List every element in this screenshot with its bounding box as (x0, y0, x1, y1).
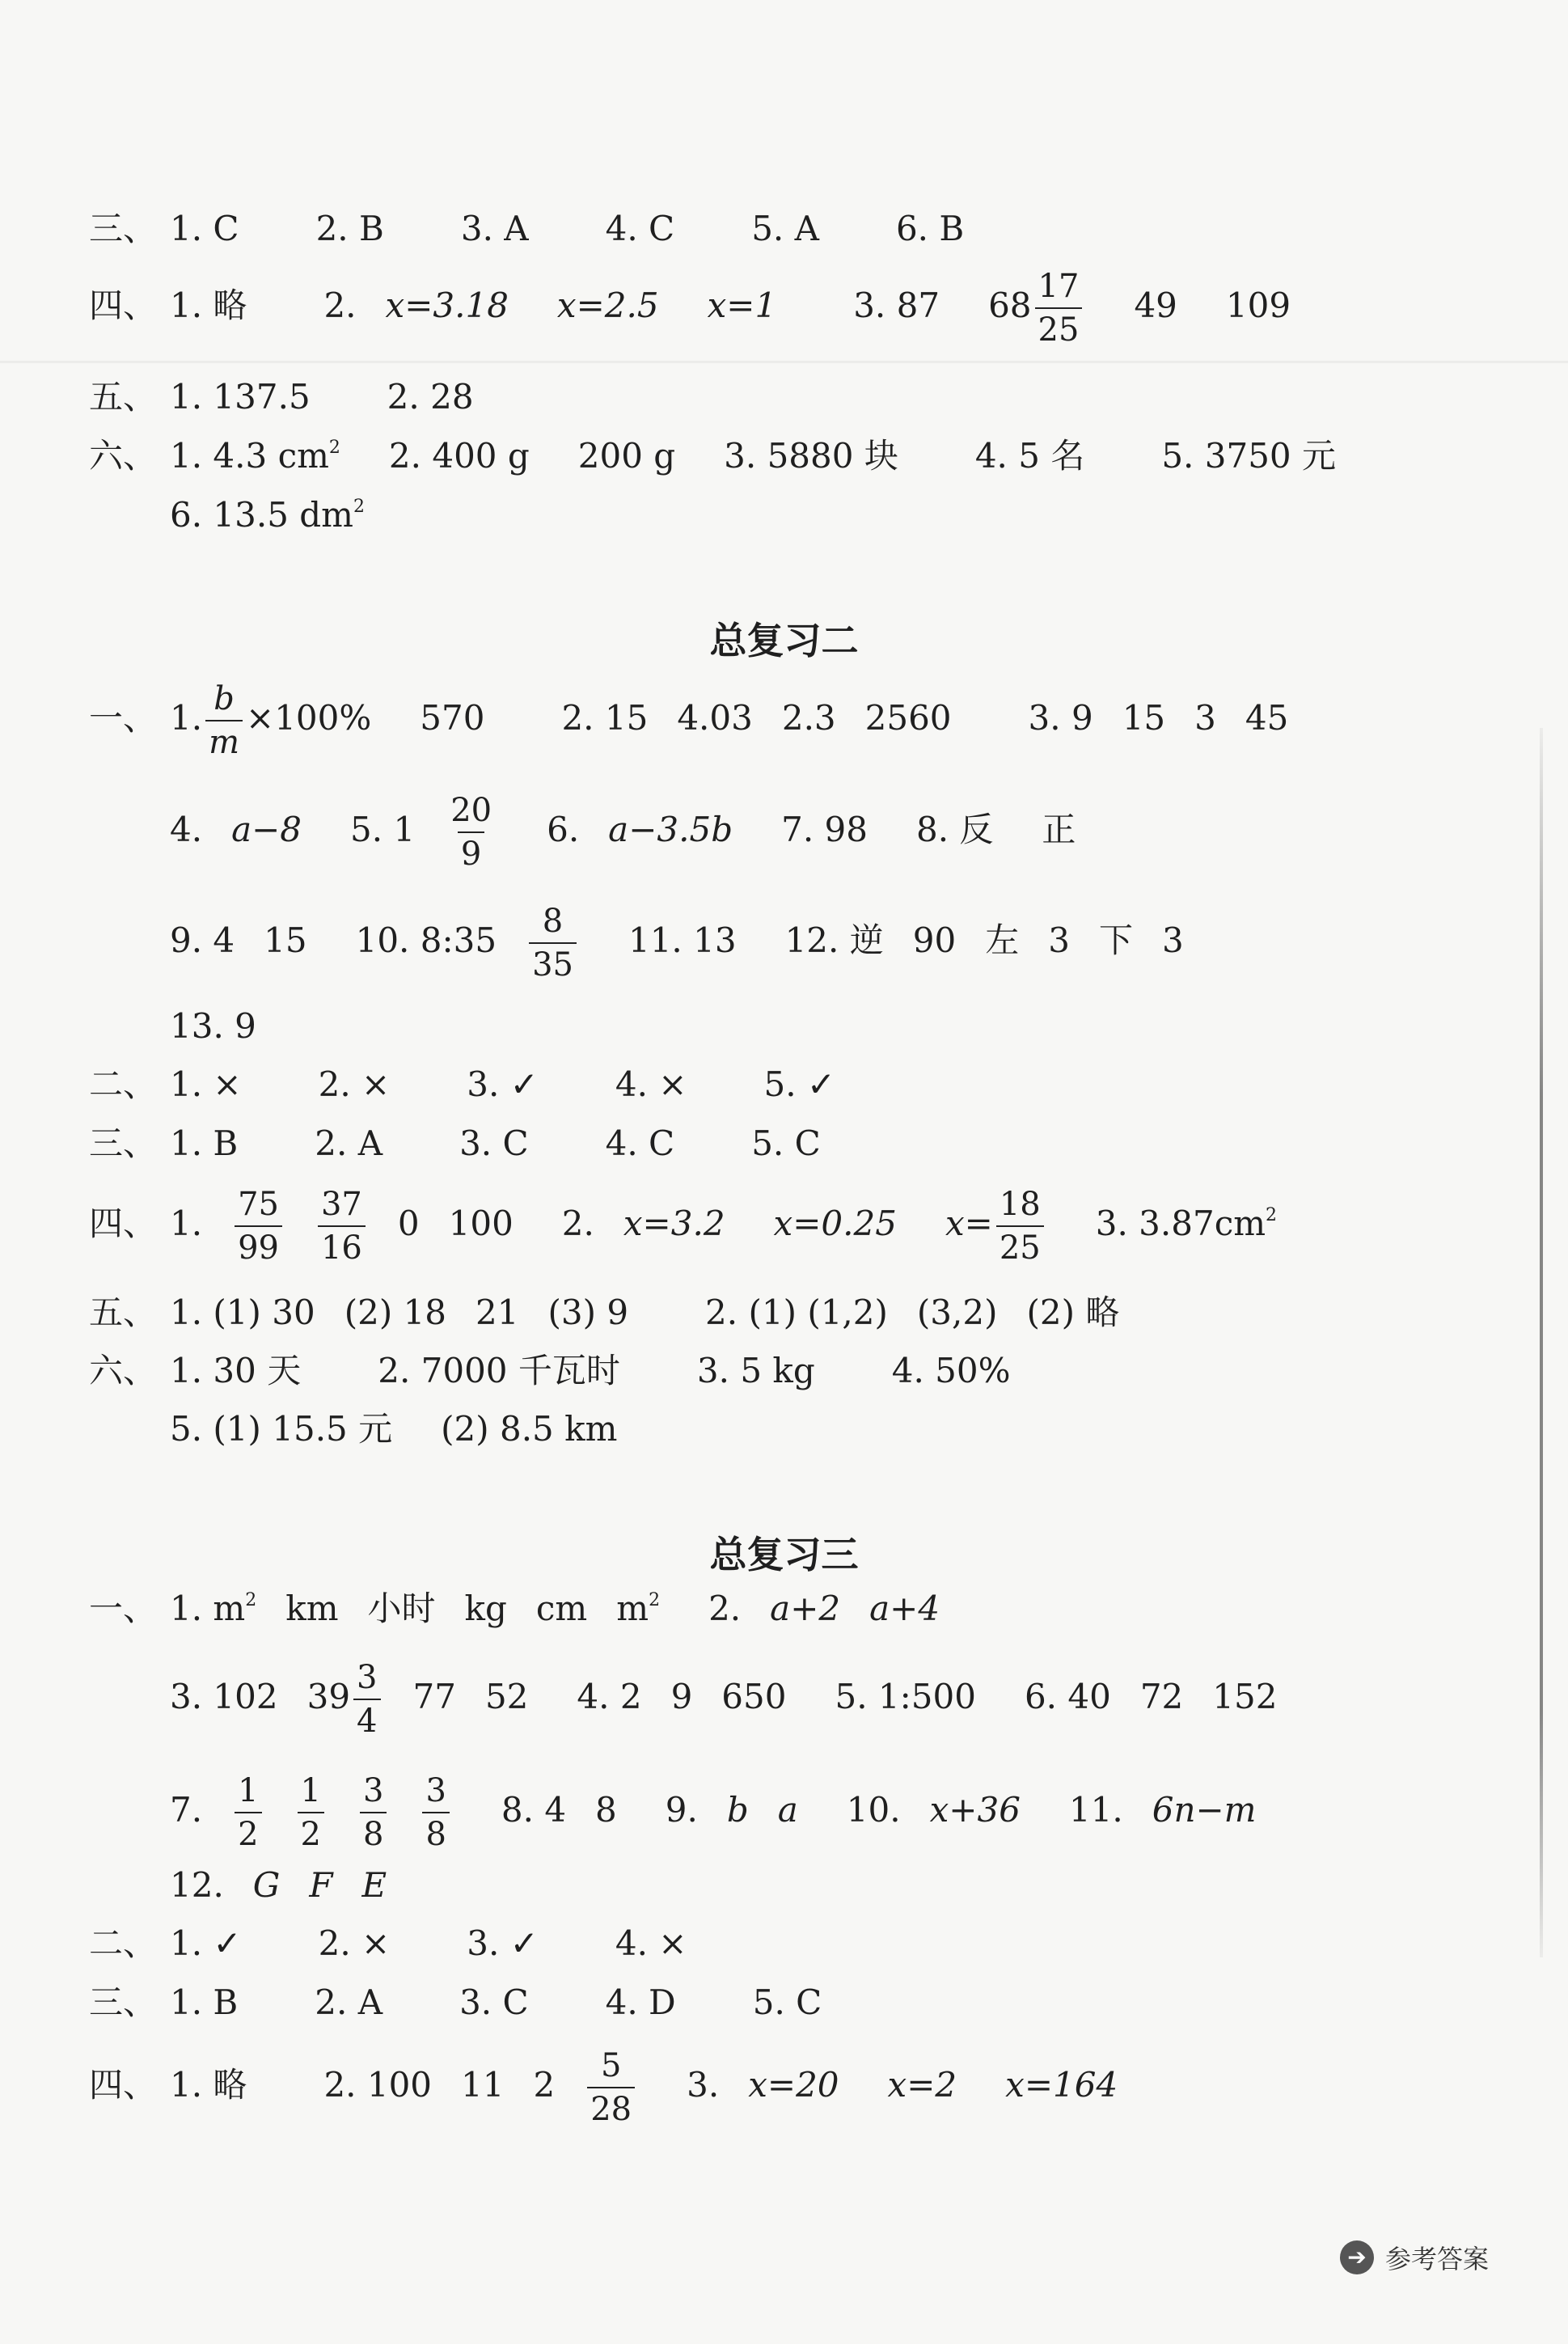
answer-item: 13. 9 (170, 1006, 256, 1046)
answer-item: 1. C (170, 209, 239, 248)
answer-item: 200 g (577, 436, 676, 476)
mixed-number-whole: 39 (306, 1677, 351, 1716)
fraction (360, 1771, 387, 1854)
question-label: 一、 (89, 698, 158, 738)
answer-item: 8. 反 (915, 810, 994, 849)
answer-item: x=3.18 (385, 286, 509, 325)
question-number: 3. (687, 2065, 720, 2105)
fraction-denominator: 99 (235, 1225, 282, 1267)
answer-item: 1. 略 (170, 286, 247, 325)
answer-item: 3. ✓ (467, 1064, 539, 1104)
answer-item: cm (535, 1589, 588, 1628)
answer-item: 3. 5880 块 (724, 436, 898, 476)
answer-item: 77 (412, 1677, 456, 1716)
answer-item: 1. m (170, 1589, 246, 1628)
question-number: 2. (708, 1589, 742, 1628)
answer-item: 6n−m (1152, 1790, 1257, 1830)
answer-item: 3. C (459, 1123, 529, 1163)
answer-row (89, 1923, 687, 1963)
fraction-numerator: 75 (238, 1186, 279, 1223)
answer-item: 2. A (315, 1123, 383, 1163)
answer-item: 3. 87 (853, 286, 940, 325)
answer-row (89, 1351, 1011, 1390)
question-label: 二、 (89, 1064, 158, 1104)
answer-item: 3. 9 (1028, 698, 1093, 738)
answer-item: 2. (1) (1,2) (705, 1293, 888, 1332)
arrow-right-icon: ➔ (1340, 2240, 1374, 2274)
answer-item: 650 (721, 1677, 787, 1716)
answer-item: 11 (461, 2065, 505, 2105)
answer-item: 4. 5 名 (974, 436, 1085, 476)
fraction-denominator: 2 (235, 1812, 261, 1854)
fraction-numerator: 20 (450, 792, 492, 829)
answer-item: 4. C (605, 1123, 675, 1163)
answer-item: 6. B (895, 209, 965, 248)
binding-edge (1540, 728, 1543, 1957)
answer-item: 0 (397, 1204, 420, 1243)
answer-item: 5. C (752, 1982, 822, 2022)
answer-item: 3. 5 kg (696, 1351, 815, 1390)
question-label: 六、 (89, 1351, 158, 1390)
answer-item: 90 (912, 920, 957, 960)
answer-item: 9. 4 (170, 920, 235, 960)
answer-item: x+36 (929, 1790, 1021, 1830)
answer-item: 2. 100 (323, 2065, 433, 2105)
answer-item: 4. D (605, 1982, 676, 2022)
answer-item: 1. 137.5 (170, 377, 311, 417)
fraction-denominator: 28 (587, 2087, 635, 2129)
fraction-numerator: 37 (320, 1186, 362, 1223)
answer-item: 5. 1:500 (835, 1677, 976, 1716)
answer-item: F (309, 1865, 333, 1905)
answer-row (89, 209, 965, 248)
fraction-denominator: 25 (1035, 307, 1083, 349)
answer-item: 15 (264, 920, 307, 960)
fraction (529, 902, 577, 984)
answer-row (89, 902, 1184, 984)
answer-item: 2. B (315, 209, 384, 248)
fraction-denominator: 25 (996, 1225, 1044, 1267)
answer-row: 六、 1. 4.3 $cm^2$ 2. 400 g 200 g 3. 5880 块 4. 5 名 5. 3750 元 (89, 436, 1336, 476)
answer-row (89, 1982, 822, 2022)
section-title: 总复习二 (709, 619, 859, 662)
answer-item: 1. (1) 30 (170, 1293, 315, 1332)
answer-row: 一、 1. $m^2$ km 小时 kg cm $m^2$ 2. a+2 a+4 (89, 1589, 940, 1628)
answer-item: 2. 7000 千瓦时 (378, 1351, 620, 1390)
answer-item: kg (464, 1589, 507, 1628)
answer-item: ×100% (246, 698, 372, 738)
question-label: 四、 (89, 286, 158, 325)
answer-item: 左 (985, 920, 1020, 960)
answer-item: 15 (1122, 698, 1166, 738)
answer-item: 5. C (751, 1123, 821, 1163)
answer-item: 8 (595, 1790, 617, 1830)
answer-row (89, 1293, 1120, 1332)
answer-item: 8. 4 (501, 1790, 567, 1830)
answer-item: 5. 3750 元 (1161, 436, 1336, 476)
question-label: 一、 (89, 1589, 158, 1628)
answer-item: a−8 (231, 810, 302, 849)
answer-item: x=20 (748, 2065, 839, 2105)
answer-item: 小时 (367, 1589, 436, 1628)
page-fold-shadow (0, 361, 1568, 363)
answer-item: 12. 逆 (784, 920, 884, 960)
answer-item: 3. ✓ (467, 1923, 539, 1963)
answer-item: 6. 40 (1024, 1677, 1111, 1716)
fraction (318, 1185, 366, 1267)
answer-item: 3 (1194, 698, 1216, 738)
answer-row (89, 791, 1076, 874)
question-label: 五、 (89, 1293, 158, 1332)
fraction (205, 679, 243, 762)
answer-item: 1. 略 (170, 2065, 247, 2105)
answer-row: 6. 13.5 $dm^2$ (170, 495, 366, 535)
answer-item: x=2 (887, 2065, 957, 2105)
question-label: 二、 (89, 1923, 158, 1963)
answer-item: 3 (1048, 920, 1070, 960)
fraction-numerator: 1 (300, 1772, 321, 1809)
fraction-numerator: 3 (362, 1772, 384, 1809)
answer-row: 四、 1. $\frac{75}{99}$ $\frac{37}{16}$ 0 100 2. x=3.2 x=0.25 x= $\frac{18}{25}$ 3. $3.87cm^2$ (89, 1186, 1278, 1267)
answer-item: a+2 (770, 1589, 841, 1628)
answer-item: (3,2) (916, 1293, 998, 1332)
fraction-numerator: 3 (425, 1772, 446, 1809)
answer-item: m (616, 1589, 649, 1628)
answer-item: 1. 4.3 cm (170, 436, 329, 476)
answer-item: 1. B (170, 1123, 239, 1163)
fraction-denominator: 9 (458, 831, 484, 874)
answer-item: 4. 50% (891, 1351, 1011, 1390)
answer-item: 2. 400 g (388, 436, 530, 476)
fraction-numerator: 17 (1038, 268, 1080, 305)
answer-item: (3) 9 (547, 1293, 629, 1332)
answer-item: 2. 28 (387, 377, 474, 417)
answer-row (89, 267, 1291, 349)
fraction-numerator: 5 (600, 2047, 622, 2084)
question-number: 4. (170, 810, 203, 849)
answer-item: 3. 102 (170, 1677, 278, 1716)
answer-item: 152 (1212, 1677, 1278, 1716)
answer-item: 5. A (751, 209, 819, 248)
answer-item: 49 (1134, 286, 1177, 325)
answer-item: 7. 98 (781, 810, 868, 849)
answer-row (89, 377, 474, 417)
fraction (996, 1185, 1044, 1267)
answer-item: 21 (475, 1293, 519, 1332)
fraction-denominator: m (205, 720, 243, 762)
answer-row (89, 1064, 836, 1104)
question-label: 三、 (89, 1123, 158, 1163)
answer-item: b (726, 1790, 749, 1830)
question-number: 12. (170, 1865, 224, 1905)
answer-row (89, 1658, 1277, 1741)
answer-item: 10. 8:35 (355, 920, 497, 960)
answer-item: 6. 13.5 dm (170, 495, 354, 535)
question-number: 1. (170, 1204, 203, 1243)
answer-item: 109 (1225, 286, 1291, 325)
answer-item: 2560 (864, 698, 952, 738)
answer-item: 52 (484, 1677, 529, 1716)
answer-item: 4. C (605, 209, 675, 248)
answer-item: x=2.5 (556, 286, 659, 325)
answer-item: 72 (1139, 1677, 1184, 1716)
answer-item: a (777, 1790, 798, 1830)
answer-item: 4. × (615, 1064, 687, 1104)
fraction (422, 1771, 449, 1854)
fraction (353, 1658, 380, 1741)
answer-item: 4. 2 (577, 1677, 642, 1716)
answer-item: 2. × (318, 1064, 391, 1104)
answer-item: (2) 略 (1026, 1293, 1120, 1332)
answer-item: 3. C (459, 1982, 529, 2022)
question-label: 六、 (89, 436, 158, 476)
fraction (298, 1771, 324, 1854)
answer-item: 1. × (170, 1064, 242, 1104)
question-number: 6. (547, 810, 580, 849)
answer-item: 2. 15 (561, 698, 649, 738)
fraction-numerator: 3 (357, 1659, 378, 1696)
fraction-numerator: 1 (238, 1772, 259, 1809)
footer-label: 参考答案 (1384, 2244, 1489, 2274)
question-label: 四、 (89, 2065, 158, 2105)
answer-item: a−3.5b (608, 810, 733, 849)
answer-item: 3 (1161, 920, 1184, 960)
answer-item: (2) 18 (344, 1293, 447, 1332)
answer-row (89, 679, 1288, 762)
answer-item: 4.03 (677, 698, 753, 738)
question-label: 五、 (89, 377, 158, 417)
fraction (235, 1185, 282, 1267)
answer-item: 2. (323, 286, 357, 325)
fraction (1035, 267, 1083, 349)
answer-item: 5. ✓ (763, 1064, 836, 1104)
fraction-denominator: 8 (422, 1812, 449, 1854)
fraction (447, 791, 495, 874)
answer-item: G (252, 1865, 281, 1905)
answer-item: 下 (1098, 920, 1133, 960)
fraction (587, 2046, 635, 2129)
answer-item: 3. A (460, 209, 529, 248)
answer-row (89, 1865, 387, 1905)
answer-item: 11. 13 (628, 920, 737, 960)
answer-row (89, 1006, 256, 1046)
answer-item: 5. 1 (350, 810, 416, 849)
answer-item: x=1 (707, 286, 777, 325)
answer-item: 4. × (615, 1923, 687, 1963)
page-footer (1340, 2239, 1489, 2276)
answer-item: E (361, 1865, 387, 1905)
answer-item: 3. 3.87cm (1095, 1204, 1266, 1243)
answer-item: a+4 (869, 1589, 940, 1628)
answer-row (89, 1123, 821, 1163)
question-number: 11. (1068, 1790, 1123, 1830)
fraction-denominator: 8 (360, 1812, 387, 1854)
answer-item: x=164 (1005, 2065, 1118, 2105)
answer-item: 1. ✓ (170, 1923, 242, 1963)
answer-item: x=3.2 (623, 1204, 725, 1243)
fraction-denominator: 35 (529, 942, 577, 984)
fraction (235, 1771, 261, 1854)
question-number: 10. (846, 1790, 901, 1830)
answer-row (89, 2046, 1118, 2129)
answer-row (89, 1409, 618, 1449)
answer-item: 2.3 (781, 698, 836, 738)
answer-item: 9 (670, 1677, 693, 1716)
fraction-numerator: b (213, 680, 235, 717)
fraction-numerator: 18 (999, 1186, 1041, 1223)
fraction-denominator: 2 (298, 1812, 324, 1854)
fraction-numerator: 8 (542, 903, 564, 940)
fraction-denominator: 4 (353, 1699, 380, 1741)
answer-item: 2. A (315, 1982, 383, 2022)
answer-item: 2. × (318, 1923, 391, 1963)
answer-item: 2 (533, 2065, 556, 2105)
answer-item: 正 (1042, 810, 1076, 849)
mixed-number-whole: 68 (988, 286, 1032, 325)
answer-item: 570 (420, 698, 485, 738)
section-title: 总复习三 (709, 1533, 859, 1576)
question-number: 9. (665, 1790, 698, 1830)
answer-item: 5. (1) 15.5 元 (170, 1409, 393, 1449)
question-label: 三、 (89, 209, 158, 248)
answer-item: (2) 8.5 km (441, 1409, 618, 1449)
answer-item: 100 (448, 1204, 514, 1243)
answer-item: 1. B (170, 1982, 239, 2022)
question-label: 四、 (89, 1204, 158, 1243)
question-number: 2. (561, 1204, 594, 1243)
answer-item: 1. 30 天 (170, 1351, 302, 1390)
question-number: 7. (170, 1790, 203, 1830)
answer-item: 45 (1245, 698, 1289, 738)
question-label: 三、 (89, 1982, 158, 2022)
question-number: 1. (170, 698, 203, 738)
fraction-denominator: 16 (318, 1225, 366, 1267)
answer-row (89, 1771, 1257, 1854)
answer-item: km (285, 1589, 339, 1628)
answer-item: x=0.25 (773, 1204, 897, 1243)
answer-item: x= (945, 1204, 993, 1243)
